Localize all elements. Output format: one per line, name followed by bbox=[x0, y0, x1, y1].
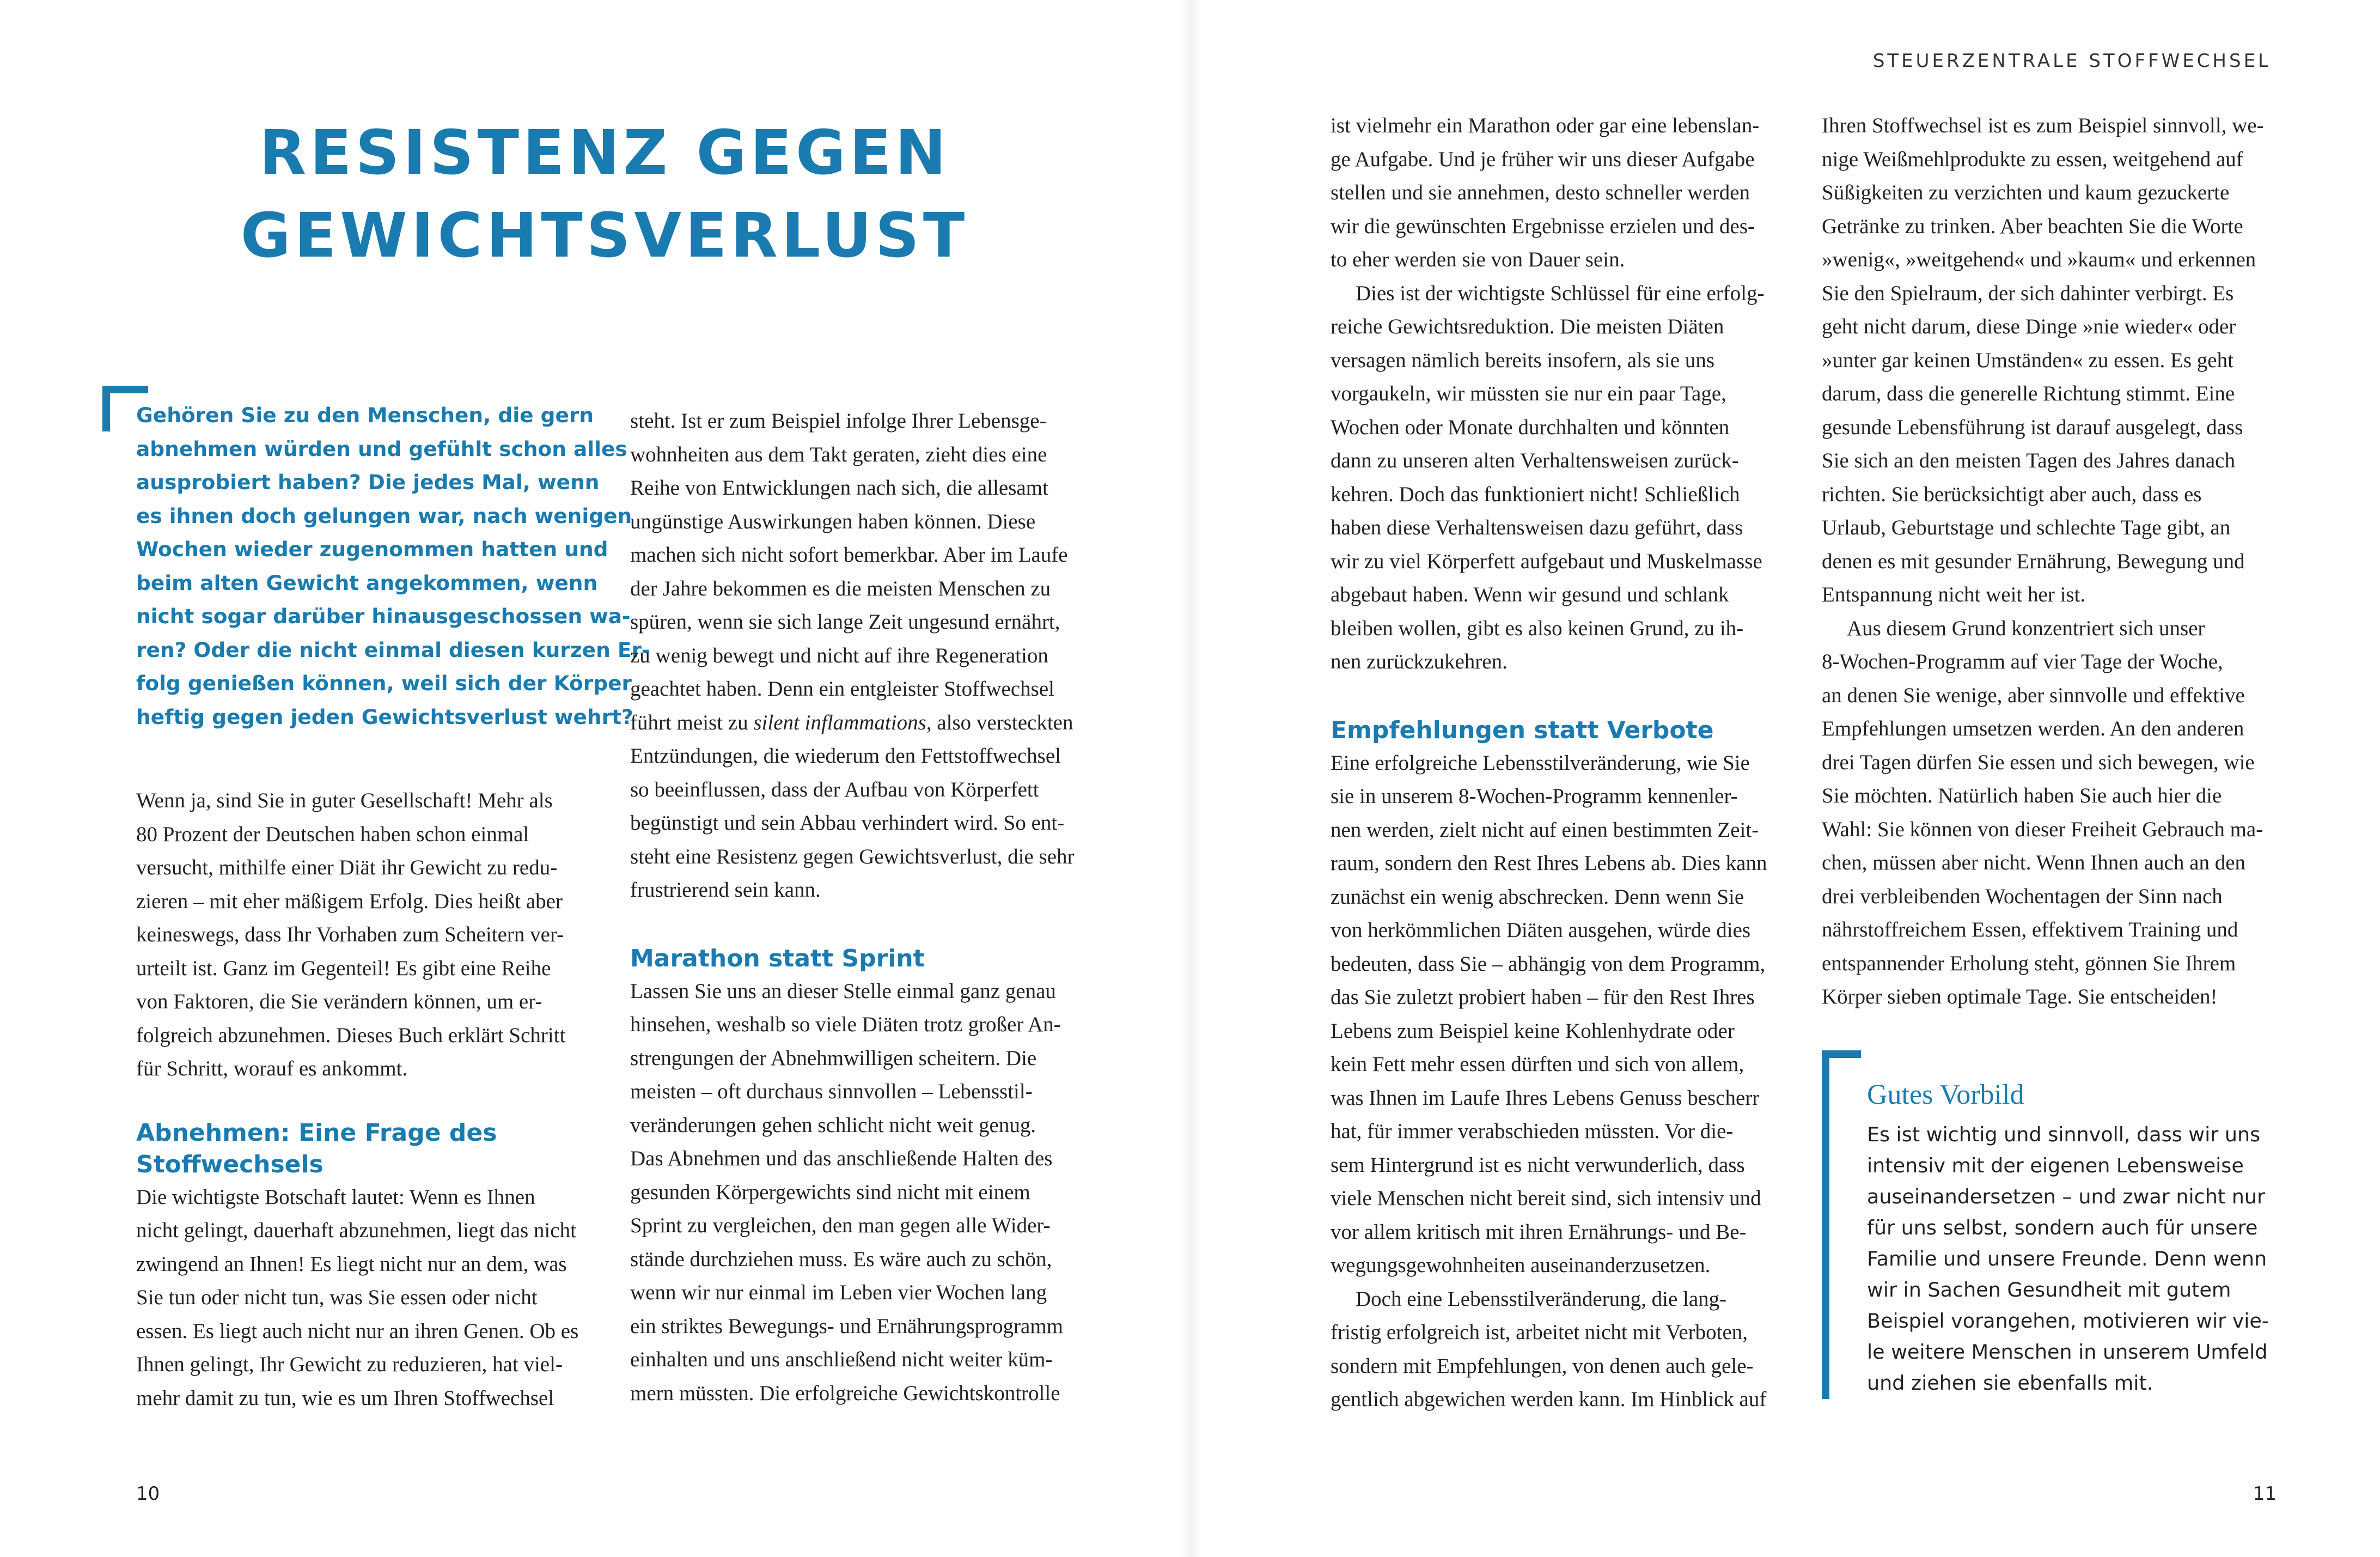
text-line: viele Menschen nicht bereit sind, sich intensiv und bbox=[1331, 1187, 1761, 1210]
text-line: Süßigkeiten zu verzichten und kaum gezuckerte bbox=[1822, 181, 2230, 204]
text-line: intensiv mit der eigenen Lebensweise bbox=[1867, 1154, 2244, 1177]
text-line: Urlaub, Geburtstage und schlechte Tage gibt, an bbox=[1822, 516, 2231, 539]
text-line: chen, müssen aber nicht. Wenn Ihnen auch an den bbox=[1822, 851, 2246, 874]
text-line: Eine erfolgreiche Lebensstilveränderung, wie Sie bbox=[1331, 751, 1750, 775]
text-line: frustrierend sein kann. bbox=[630, 878, 821, 902]
page-number-right: 11 bbox=[2253, 1483, 2277, 1505]
text-line: ren? Oder die nicht einmal diesen kurzen Er- bbox=[136, 637, 650, 662]
text-line: versucht, mithilfe einer Diät ihr Gewicht zu redu- bbox=[136, 856, 558, 879]
text-line: Entzündungen, die wiederum den Fettstoffwechsel bbox=[630, 744, 1061, 768]
section-heading bbox=[630, 943, 1088, 975]
column-2 bbox=[630, 404, 1088, 1410]
text-line: für uns selbst, sondern auch für unsere bbox=[1867, 1216, 2258, 1239]
text-line: bleiben wollen, gibt es also keinen Grund, zu ih- bbox=[1331, 616, 1744, 640]
text-line: abgebaut haben. Wenn wir gesund und schlank bbox=[1331, 583, 1729, 606]
text-line: mern müssten. Die erfolgreiche Gewichtskontrolle bbox=[630, 1381, 1060, 1405]
text-line: Sie möchten. Natürlich haben Sie auch hier die bbox=[1822, 784, 2222, 807]
text-line: ausprobiert haben? Die jedes Mal, wenn bbox=[136, 470, 600, 494]
text-line: drei Tagen dürfen Sie essen und sich bewegen, wie bbox=[1822, 750, 2255, 774]
text-line: vor allem kritisch mit ihren Ernährungs- und Be- bbox=[1331, 1220, 1747, 1244]
heading-line: Abnehmen: Eine Frage des bbox=[136, 1118, 497, 1147]
text-line: reiche Gewichtsreduktion. Die meisten Diäten bbox=[1331, 315, 1724, 338]
text-line: von herkömmlichen Diäten ausgehen, würde dies bbox=[1331, 919, 1751, 942]
callout-box bbox=[1867, 1079, 2314, 1398]
column-3 bbox=[1331, 109, 1788, 1416]
text-line: wir zu viel Körperfett aufgebaut und Muskelmasse bbox=[1331, 549, 1762, 573]
text-line: bedeuten, dass Sie – abhängig von dem Programm, bbox=[1331, 952, 1766, 976]
text-line: was Ihnen im Laufe Ihres Lebens Genuss bescherr bbox=[1331, 1086, 1760, 1110]
text-line: zunächst ein wenig abschrecken. Denn wenn Sie bbox=[1331, 885, 1744, 909]
text-line: wenn wir nur einmal im Leben vier Wochen lang bbox=[630, 1281, 1047, 1304]
text-line: ist vielmehr ein Marathon oder gar eine lebenslan- bbox=[1331, 114, 1760, 137]
text-line: zu wenig bewegt und nicht auf ihre Regeneration bbox=[630, 643, 1048, 667]
text-line: stellen und sie annehmen, desto schneller werden bbox=[1331, 181, 1750, 204]
text-line: Ihren Stoffwechsel ist es zum Beispiel sinnvoll, we- bbox=[1822, 114, 2264, 137]
text-run: führt meist zu bbox=[630, 710, 754, 734]
text-line: geht nicht darum, diese Dinge »nie wieder« oder bbox=[1822, 315, 2236, 338]
text-line: meisten – oft durchaus sinnvollen – Lebensstil- bbox=[630, 1080, 1033, 1103]
book-gutter bbox=[1180, 0, 1201, 1557]
text-line: ein striktes Bewegungs- und Ernährungsprogramm bbox=[630, 1314, 1064, 1338]
text-line: Familie und unsere Freunde. Denn wenn bbox=[1867, 1247, 2267, 1270]
text-line: ge Aufgabe. Und je früher wir uns dieser Aufgabe bbox=[1331, 147, 1755, 171]
page-number-left: 10 bbox=[136, 1483, 160, 1505]
body-paragraph bbox=[1331, 1282, 1788, 1416]
text-line: nige Weißmehlprodukte zu essen, weitgehend auf bbox=[1822, 147, 2243, 171]
text-line: Beispiel vorangehen, motivieren wir vie- bbox=[1867, 1309, 2269, 1333]
text-line: folgreich abzunehmen. Dieses Buch erklärt Schritt bbox=[136, 1023, 566, 1047]
text-line: gesunde Lebensführung ist darauf ausgelegt, dass bbox=[1822, 415, 2243, 439]
text-line: Sie den Spielraum, der sich dahinter verbirgt. Es bbox=[1822, 281, 2234, 305]
body-paragraph bbox=[630, 404, 1088, 907]
text-line: und ziehen sie ebenfalls mit. bbox=[1867, 1371, 2153, 1395]
text-line: Wochen wieder zugenommen hatten und bbox=[136, 537, 608, 561]
text-line: Ihnen gelingt, Ihr Gewicht zu reduzieren, hat viel- bbox=[136, 1353, 563, 1376]
text-line: Sie sich an den meisten Tagen des Jahres danach bbox=[1822, 449, 2235, 472]
section-heading bbox=[1331, 715, 1788, 746]
text-line: darum, dass die generelle Richtung stimmt. Eine bbox=[1822, 382, 2235, 405]
text-line: sem Hintergrund ist es nicht verwunderlich, dass bbox=[1331, 1153, 1745, 1177]
text-line: einhalten und uns anschließend nicht weiter küm- bbox=[630, 1348, 1053, 1371]
body-paragraph bbox=[1331, 746, 1788, 1282]
text-line: »unter gar keinen Umständen« zu essen. Es geht bbox=[1822, 348, 2233, 372]
text-line: folg genießen können, weil sich der Körper bbox=[136, 671, 632, 695]
text-line: heftig gegen jeden Gewichtsverlust wehrt? bbox=[136, 704, 633, 729]
text-line: dann zu unseren alten Verhaltensweisen zurück- bbox=[1331, 449, 1739, 472]
text-line: keineswegs, dass Ihr Vorhaben zum Scheitern ver- bbox=[136, 923, 564, 946]
text-line: kein Fett mehr essen dürften und sich von allem, bbox=[1331, 1053, 1744, 1076]
text-line: hinsehen, weshalb so viele Diäten trotz großer An- bbox=[630, 1013, 1061, 1036]
text-line: nährstoffreichem Essen, effektivem Training und bbox=[1822, 918, 2238, 941]
text-line: Körper sieben optimale Tage. Sie entscheiden! bbox=[1822, 985, 2218, 1008]
text-line: Lassen Sie uns an dieser Stelle einmal ganz genau bbox=[630, 979, 1056, 1003]
text-line: mehr damit zu tun, wie es um Ihren Stoffwechsel bbox=[136, 1386, 554, 1410]
text-line: wegungsgewohnheiten auseinanderzusetzen. bbox=[1331, 1254, 1711, 1277]
text-line: strengungen der Abnehmwilligen scheitern. Die bbox=[630, 1046, 1037, 1070]
body-paragraph bbox=[1822, 109, 2279, 612]
text-line: Wochen oder Monate durchhalten und könnten bbox=[1331, 415, 1730, 439]
body-paragraph bbox=[1822, 612, 2279, 1014]
text-line: ungünstige Auswirkungen haben können. Diese bbox=[630, 509, 1036, 533]
section-heading bbox=[136, 1117, 594, 1181]
heading-line: Marathon statt Sprint bbox=[630, 944, 925, 972]
text-run: , also versteckten bbox=[926, 710, 1073, 734]
text-line: gesunden Körpergewichts sind nicht mit einem bbox=[630, 1180, 1030, 1204]
text-line: gentlich abgewichen werden kann. Im Hinblick auf bbox=[1331, 1388, 1767, 1411]
text-line: Sie tun oder nicht tun, was Sie essen oder nicht bbox=[136, 1286, 538, 1309]
text-line: versagen nämlich bereits insofern, als sie uns bbox=[1331, 348, 1715, 372]
text-line: vorgaukeln, wir müssten sie nur ein paar Tage, bbox=[1331, 382, 1726, 405]
text-line: zwingend an Ihnen! Es liegt nicht nur an dem, was bbox=[136, 1252, 567, 1276]
text-line: Entspannung nicht weit her ist. bbox=[1822, 583, 2086, 606]
text-line: sie in unserem 8-Wochen-Programm kennenler- bbox=[1331, 784, 1738, 808]
text-line: »wenig«, »weitgehend« und »kaum« und erkennen bbox=[1822, 248, 2256, 271]
text-line: hat, für immer verabschieden müssten. Vor die- bbox=[1331, 1120, 1734, 1143]
text-line: geachtet haben. Denn ein entgleister Stoffwechsel bbox=[630, 677, 1054, 701]
callout-text bbox=[1867, 1119, 2314, 1398]
intro-paragraph bbox=[136, 399, 650, 734]
text-line: Lebens zum Beispiel keine Kohlenhydrate oder bbox=[1331, 1019, 1735, 1043]
text-line: von Faktoren, die Sie verändern können, um er- bbox=[136, 990, 542, 1013]
running-head: STEUERZENTRALE STOFFWECHSEL bbox=[1872, 50, 2271, 72]
text-line: wir in Sachen Gesundheit mit gutem bbox=[1867, 1278, 2231, 1301]
text-line: für Schritt, worauf es ankommt. bbox=[136, 1057, 408, 1080]
text-line: entspannender Erholung steht, gönnen Sie Ihrem bbox=[1822, 951, 2236, 975]
text-line: veränderungen gehen schlicht nicht weit genug. bbox=[630, 1113, 1036, 1137]
text-line: abnehmen würden und gefühlt schon alles bbox=[136, 436, 627, 461]
body-paragraph bbox=[136, 784, 594, 1086]
text-line: Getränke zu trinken. Aber beachten Sie die Worte bbox=[1822, 214, 2243, 238]
text-line: fristig erfolgreich ist, arbeitet nicht mit Verboten, bbox=[1331, 1321, 1748, 1344]
text-line: nicht sogar darüber hinausgeschossen wa- bbox=[136, 604, 631, 628]
text-line: 80 Prozent der Deutschen haben schon einmal bbox=[136, 822, 529, 846]
column-1 bbox=[136, 379, 650, 1415]
column-4 bbox=[1822, 109, 2279, 1014]
text-line: Doch eine Lebensstilveränderung, die lang- bbox=[1356, 1287, 1727, 1311]
text-line: Dies ist der wichtigste Schlüssel für eine erfolg- bbox=[1356, 281, 1765, 305]
body-paragraph bbox=[1331, 277, 1788, 679]
text-line: so beeinflussen, dass der Aufbau von Körperfett bbox=[630, 777, 1039, 801]
chapter-title-line: RESISTENZ GEGEN bbox=[259, 118, 950, 188]
text-line: Sprint zu vergleichen, den man gegen alle Wider- bbox=[630, 1214, 1051, 1237]
chapter-title bbox=[240, 112, 969, 277]
text-line: nen werden, zielt nicht auf einen bestimmten Zeit- bbox=[1331, 818, 1759, 842]
text-line: wir die gewünschten Ergebnisse erzielen und des- bbox=[1331, 214, 1755, 238]
text-line: denen es mit gesunder Ernährung, Bewegung und bbox=[1822, 549, 2245, 573]
text-line: essen. Es liegt auch nicht nur an ihren Genen. Ob es bbox=[136, 1319, 579, 1343]
text-line: kehren. Doch das funktioniert nicht! Schließlich bbox=[1331, 482, 1740, 506]
text-line: Aus diesem Grund konzentriert sich unser bbox=[1847, 616, 2205, 640]
chapter-title-line: GEWICHTSVERLUST bbox=[240, 200, 969, 271]
text-line: es ihnen doch gelungen war, nach wenigen bbox=[136, 503, 632, 528]
text-line: stände durchziehen muss. Es wäre auch zu schön, bbox=[630, 1247, 1052, 1271]
text-line: Reihe von Entwicklungen nach sich, die allesamt bbox=[630, 476, 1048, 500]
text-line: haben diese Verhaltensweisen dazu geführt, dass bbox=[1331, 516, 1743, 539]
text-line: nicht gelingt, dauerhaft abzunehmen, liegt das nicht bbox=[136, 1219, 576, 1242]
text-line: steht eine Resistenz gegen Gewichtsverlust, die sehr bbox=[630, 844, 1075, 868]
body-paragraph bbox=[630, 975, 1088, 1410]
text-line: zieren – mit eher mäßigem Erfolg. Dies heißt aber bbox=[136, 889, 563, 913]
callout-corner-mark bbox=[1822, 1050, 1861, 1399]
callout-title: Gutes Vorbild bbox=[1867, 1079, 2024, 1110]
text-line: 8-Wochen-Programm auf vier Tage der Woche, bbox=[1822, 650, 2223, 673]
text-line: drei verbleibenden Wochentagen der Sinn nach bbox=[1822, 884, 2223, 908]
heading-line: Empfehlungen statt Verbote bbox=[1331, 716, 1714, 744]
text-line: machen sich nicht sofort bemerkbar. Aber im Laufe bbox=[630, 543, 1068, 567]
text-line: raum, sondern den Rest Ihres Lebens ab. Dies kann bbox=[1331, 852, 1767, 875]
text-line: auseinandersetzen – und zwar nicht nur bbox=[1867, 1185, 2266, 1208]
text-line: Empfehlungen umsetzen werden. An den anderen bbox=[1822, 717, 2244, 740]
text-line: Wenn ja, sind Sie in guter Gesellschaft! Mehr als bbox=[136, 789, 553, 812]
text-line: Es ist wichtig und sinnvoll, dass wir uns bbox=[1867, 1123, 2261, 1146]
text-line: Die wichtigste Botschaft lautet: Wenn es Ihnen bbox=[136, 1185, 535, 1209]
text-line bbox=[630, 706, 1088, 740]
text-line: das Sie zuletzt probiert haben – für den Rest Ihres bbox=[1331, 986, 1755, 1009]
text-line: beim alten Gewicht angekommen, wenn bbox=[136, 570, 598, 595]
text-line: spüren, wenn sie sich lange Zeit ungesund ernährt, bbox=[630, 610, 1060, 634]
text-line: Gehören Sie zu den Menschen, die gern bbox=[136, 403, 594, 427]
text-line: nen zurückzukehren. bbox=[1331, 650, 1508, 673]
text-line: urteilt ist. Ganz im Gegenteil! Es gibt eine Reihe bbox=[136, 956, 551, 980]
text-line: Das Abnehmen und das anschließende Halten des bbox=[630, 1147, 1053, 1170]
text-line: wohnheiten aus dem Takt geraten, zieht dies eine bbox=[630, 442, 1047, 466]
body-paragraph bbox=[1331, 109, 1788, 277]
text-line: Wahl: Sie können von dieser Freiheit Gebrauch ma- bbox=[1822, 817, 2263, 841]
italic-term: silent inflammations bbox=[753, 710, 926, 734]
text-line: an denen Sie wenige, aber sinnvolle und effektive bbox=[1822, 683, 2245, 707]
text-line: der Jahre bekommen es die meisten Menschen zu bbox=[630, 576, 1051, 600]
text-line: sondern mit Empfehlungen, von denen auch gele- bbox=[1331, 1354, 1754, 1378]
text-line: to eher werden sie von Dauer sein. bbox=[1331, 248, 1625, 271]
text-line: le weitere Menschen in unserem Umfeld bbox=[1867, 1340, 2268, 1364]
text-line: begünstigt und sein Abbau verhindert wird. So ent- bbox=[630, 811, 1065, 835]
text-line: richten. Sie berücksichtigt aber auch, dass es bbox=[1822, 482, 2202, 506]
text-line: steht. Ist er zum Beispiel infolge Ihrer Lebensge- bbox=[630, 409, 1047, 433]
heading-line: Stoffwechsels bbox=[136, 1150, 324, 1178]
body-paragraph bbox=[136, 1181, 594, 1415]
